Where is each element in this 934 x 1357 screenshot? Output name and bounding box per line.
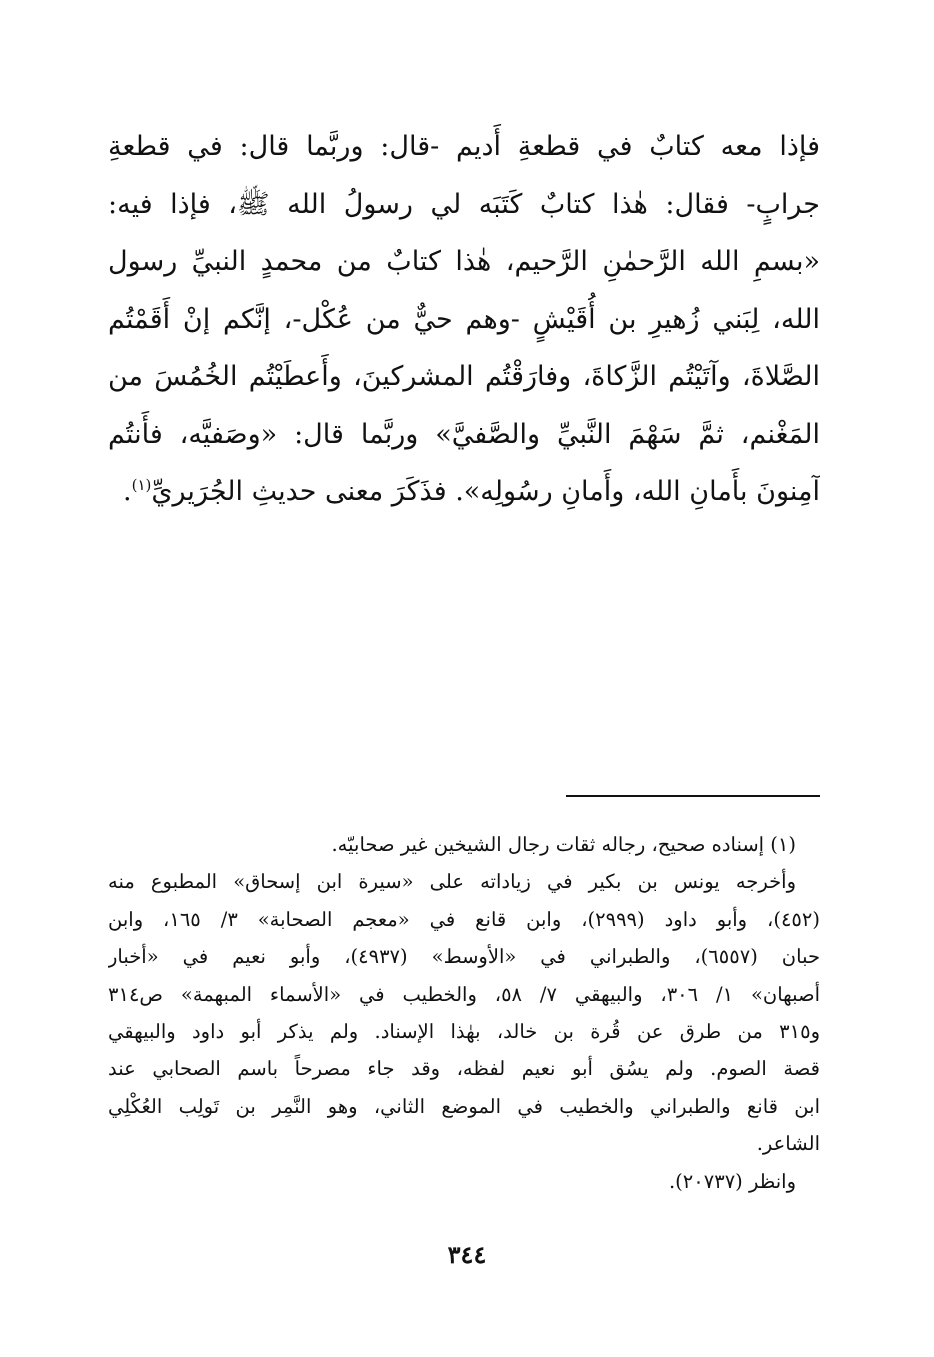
footnote-body-line-5: و٣١٥ من طرق عن قُرة بن خالد، بهٰذا الإسناد. ولم يذكر أبو داود والبيهقي xyxy=(108,1020,820,1044)
footnote-separator xyxy=(566,795,820,797)
main-text-line-2: جرابٍ- فقال: هٰذا كتابٌ كَتَبَه لي رسولُ الله ﷺ، فإذا فيه: xyxy=(108,188,820,220)
footnotes-block xyxy=(108,826,820,1200)
end-punctuation: . xyxy=(123,476,132,507)
footnote-1-line xyxy=(108,826,820,863)
footnote-body-line-6: قصة الصوم. ولم يسُق أبو نعيم لفظه، وقد جاء مصرحاً باسم الصحابي عند xyxy=(108,1057,820,1081)
main-text-line-7-text: آمِنونَ بأَمانِ الله، وأَمانِ رسُولِه». فذَكَرَ معنى حديثِ الجُرَيريِّ xyxy=(151,476,820,507)
main-text-line-5: الصَّلاةَ، وآتَيْتُم الزَّكاةَ، وفارَقْتُم المشركينَ، وأَعطَيْتُم الخُمُسَ من xyxy=(108,361,820,392)
main-text-line-4: الله، لِبَني زُهيرِ بن أُقَيْشٍ -وهم حيٌّ من عُكْل-، إنَّكم إنْ أَقَمْتُم xyxy=(108,303,820,335)
page-number: ٣٤٤ xyxy=(447,1240,487,1269)
main-text-line-6: المَغْنم، ثمَّ سَهْمَ النَّبيِّ والصَّفيَّ» وربَّما قال: «وصَفيَّه، فأَنتُم xyxy=(108,418,820,450)
main-text-line-1: فإذا معه كتابٌ في قطعةِ أَديم -قال: وربَّما قال: في قطعةِ xyxy=(108,131,820,162)
main-text-line-7 xyxy=(108,463,820,521)
see-also-text: وانظر (٢٠٧٣٧). xyxy=(668,1169,796,1193)
footnote-body-line-1 xyxy=(108,863,820,900)
footnote-body-line-8: الشاعر. xyxy=(756,1132,820,1156)
footnote-body-line-3: حبان (٦٥٥٧)، والطبراني في «الأوسط» (٤٩٣٧)، وأبو نعيم في «أخبار xyxy=(108,945,820,969)
footnote-body-line-7: ابن قانع والطبراني والخطيب في الموضع الثاني، وهو النَّمِر بن تَولِب العُكْلِي xyxy=(108,1094,820,1118)
main-text-line-3: «بسمِ الله الرَّحمٰنِ الرَّحيم، هٰذا كتابٌ من محمدٍ النبيِّ رسول xyxy=(108,246,820,277)
main-text-block xyxy=(108,118,820,521)
footnote-reference: (١) xyxy=(131,476,152,494)
footnote-1-text: (١) إسناده صحيح، رجاله ثقات رجال الشيخين غير صحابيّه. xyxy=(331,833,796,856)
footnote-body-line-2: (٤٥٢)، وأبو داود (٢٩٩٩)، وابن قانع في «معجم الصحابة» ٣/ ١٦٥، وابن xyxy=(108,907,820,931)
see-also-line xyxy=(108,1163,820,1200)
footnote-body-line-4: أصبهان» ١/ ٣٠٦، والبيهقي ٧/ ٥٨، والخطيب في «الأسماء المبهمة» ص٣١٤ xyxy=(108,982,820,1006)
footnote-body-line-1-text: وأخرجه يونس بن بكير في زياداته على «سيرة ابن إسحاق» المطبوع منه xyxy=(108,870,796,894)
